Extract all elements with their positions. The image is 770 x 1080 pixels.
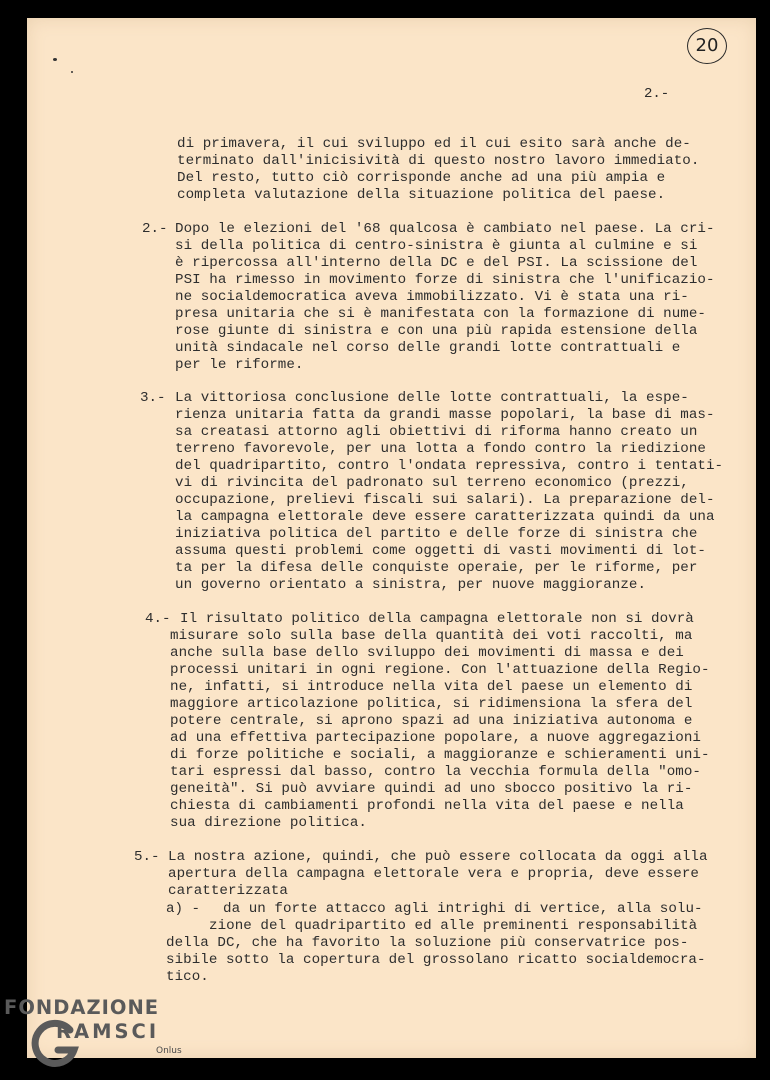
section-number: 2.- (142, 221, 168, 237)
section-line: la campagna elettorale deve essere caratterizzata quindi da una (175, 509, 715, 525)
page-number: 2.- (644, 86, 670, 102)
list-item-line: della DC, che ha favorito la soluzione più conservatrice pos- (166, 935, 689, 951)
section-line: ad una effettiva partecipazione popolare, a nuove aggregazioni (170, 730, 701, 746)
section-line: ta per la difesa delle conquiste operaie, per le riforme, per (175, 560, 698, 576)
document-page (27, 18, 756, 1058)
section-line: tari espressi dal basso, contro la vecchia formula della "omo- (170, 764, 701, 780)
list-item-line: zione del quadripartito ed alle preminenti responsabilità (209, 918, 698, 934)
section-line: PSI ha rimesso in movimento forze di sinistra che l'unificazio- (175, 272, 715, 288)
section-line: sua direzione politica. (170, 815, 367, 831)
section-line: ne socialdemocratica aveva immobilizzato. Vi è stata una ri- (175, 289, 689, 305)
section-number: 5.- (134, 849, 160, 865)
fondazione-gramsci-watermark (4, 996, 204, 1076)
list-item-line: da un forte attacco agli intrighi di vertice, alla solu- (223, 901, 703, 917)
section-line: per le riforme. (175, 357, 304, 373)
section-line: chiesta di cambiamenti profondi nella vita del paese e nella (170, 798, 684, 814)
section-line: unità sindacale nel corso delle grandi lotte contrattuali e (175, 340, 681, 356)
intro-line: terminato dall'inicisività di questo nostro lavoro immediato. (177, 153, 700, 169)
watermark-line2: RAMSCI (56, 1020, 160, 1043)
section-line: misurare solo sulla base della quantità dei voti raccolti, ma (170, 628, 693, 644)
section-line: sa creatasi attorno agli obiettivi di riforma hanno creato un (175, 424, 698, 440)
section-line: un governo orientato a sinistra, per nuove maggioranze. (175, 577, 647, 593)
section-line: vi di rivincita del padronato sul terreno economico (prezzi, (175, 475, 689, 491)
section-line: è ripercossa all'interno della DC e del PSI. La scissione del (175, 255, 698, 271)
section-line: La nostra azione, quindi, che può essere collocata da oggi alla (168, 849, 708, 865)
section-line: rose giunte di sinistra e con una più rapida estensione della (175, 323, 698, 339)
watermark-line3: Onlus (156, 1046, 182, 1056)
list-item-label: a) - (166, 901, 201, 917)
section-line: presa unitaria che si è manifestata con la formazione di nume- (175, 306, 706, 322)
section-line: terreno favorevole, per una lotta a fondo contro la riedizione (175, 441, 706, 457)
section-line: La vittoriosa conclusione delle lotte contrattuali, la espe- (175, 390, 689, 406)
section-number: 3.- (140, 390, 166, 406)
archive-page-stamp: 20 (687, 28, 727, 64)
list-item-line: tico. (166, 969, 209, 985)
intro-line: Del resto, tutto ciò corrisponde anche ad una più ampia e (177, 170, 666, 186)
section-line: si della politica di centro-sinistra è giunta al culmine e si (175, 238, 698, 254)
section-line: maggiore articolazione politica, si ridimensiona la sfera del (170, 696, 693, 712)
section-line: ne, infatti, si introduce nella vita del paese un elemento di (170, 679, 693, 695)
section-line: anche sulla base dello sviluppo dei movimenti di massa e dei (170, 645, 684, 661)
section-line: rienza unitaria fatta da grandi masse popolari, la base di mas- (175, 407, 715, 423)
section-line: apertura della campagna elettorale vera e propria, deve essere (168, 866, 699, 882)
section-line: geneità". Si può avviare quindi ad uno sbocco positivo la ri- (170, 781, 693, 797)
watermark-line1: FONDAZIONE (4, 996, 160, 1019)
intro-line: di primavera, il cui sviluppo ed il cui esito sarà anche de- (177, 136, 691, 152)
section-line: di forze politiche e sociali, a maggioranze e schieramenti uni- (170, 747, 710, 763)
ink-speck (53, 58, 57, 61)
section-line: processi unitari in ogni regione. Con l'attuazione della Regio- (170, 662, 710, 678)
section-line: occupazione, prelievi fiscali sui salari). La preparazione del- (175, 492, 715, 508)
list-item-line: sibile sotto la copertura del grossolano ricatto socialdemocra- (166, 952, 706, 968)
section-number: 4.- (145, 611, 171, 627)
section-line: Dopo le elezioni del '68 qualcosa è cambiato nel paese. La cri- (175, 221, 715, 237)
ink-speck (71, 71, 73, 73)
section-line: caratterizzata (168, 883, 288, 899)
section-line: assuma questi problemi come oggetti di vasti movimenti di lot- (175, 543, 706, 559)
section-line: iniziativa politica del partito e delle forze di sinistra che (175, 526, 698, 542)
section-line: del quadripartito, contro l'ondata repressiva, contro i tentati- (175, 458, 724, 474)
intro-line: completa valutazione della situazione politica del paese. (177, 187, 666, 203)
section-line: potere centrale, si aprono spazi ad una iniziativa autonoma e (170, 713, 693, 729)
section-line: Il risultato politico della campagna elettorale non si dovrà (180, 611, 694, 627)
